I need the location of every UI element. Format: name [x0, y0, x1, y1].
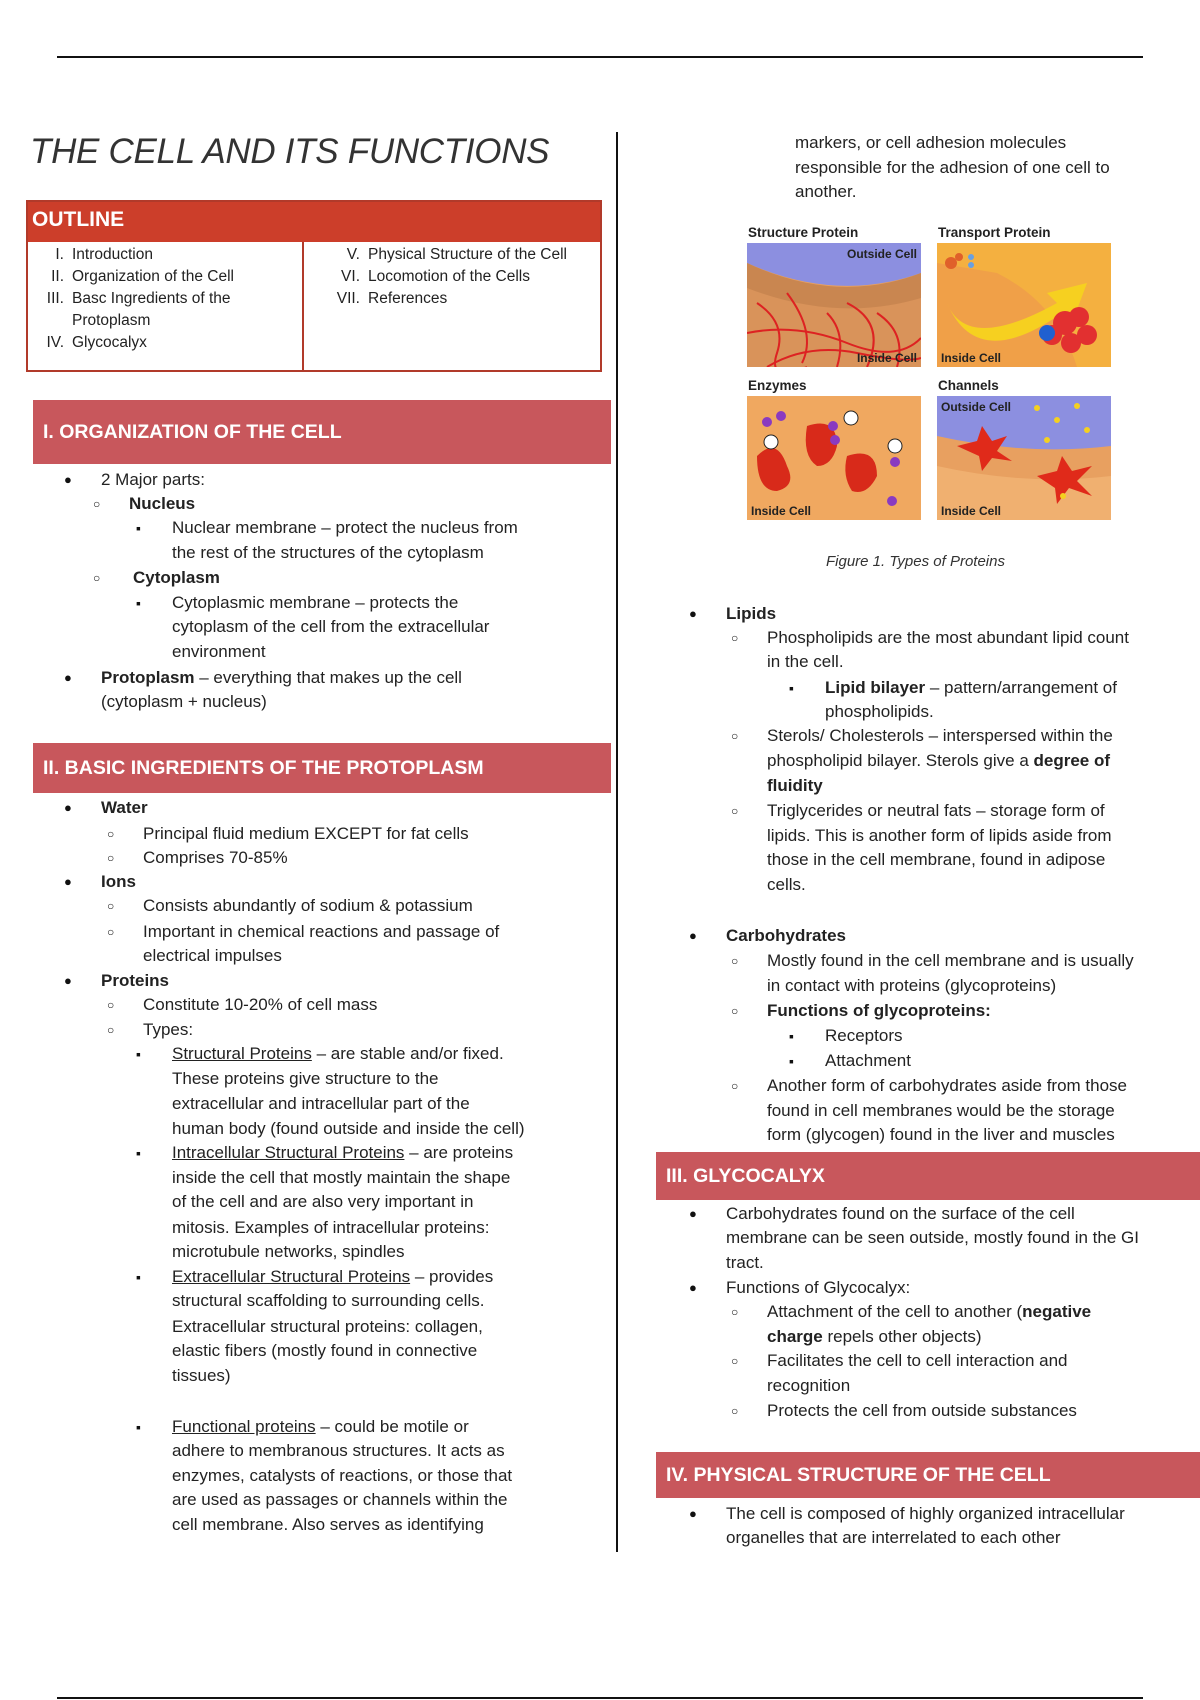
text-line: tract.: [726, 1253, 764, 1272]
text-line: are used as passages or channels within the: [172, 1490, 508, 1509]
text-line: Ions: [101, 872, 136, 891]
bullet: [136, 591, 141, 616]
text-line: extracellular and intracellular part of the: [172, 1094, 470, 1113]
text-line: (cytoplasm + nucleus): [101, 692, 267, 711]
text-line: elastic fibers (mostly found in connective: [172, 1341, 478, 1360]
enzymes-image: [747, 396, 921, 520]
text-line: Phospholipids are the most abundant lipid count: [767, 628, 1129, 647]
bullet: [689, 602, 697, 626]
text-line: Receptors: [825, 1026, 903, 1045]
bullet: [136, 1042, 141, 1067]
text-line: Facilitates the cell to cell interaction and: [767, 1351, 1068, 1370]
bullet: [64, 468, 72, 492]
text-line: fluidity: [767, 776, 823, 795]
figure-label-structure: Structure Protein: [748, 225, 859, 240]
bullet: [93, 566, 100, 590]
text-line: These proteins give structure to the: [172, 1069, 439, 1088]
text-line: Extracellular Structural Proteins – provides: [172, 1267, 494, 1286]
text-line: Intracellular Structural Proteins – are proteins: [172, 1143, 514, 1162]
text-line: Attachment of the cell to another (negative: [767, 1302, 1092, 1321]
text-line: markers, or cell adhesion molecules: [795, 133, 1067, 152]
text-line: Water: [101, 798, 148, 817]
bullet: [107, 894, 114, 918]
inside-cell-label: Inside Cell: [856, 351, 917, 365]
bullet: [789, 1049, 794, 1074]
enzymes-panel: [747, 396, 921, 520]
text-line: adhere to membranous structures. It acts as: [172, 1441, 505, 1460]
outline-left-column: [28, 242, 304, 370]
bullet: [107, 1018, 114, 1042]
bullet: [731, 1300, 738, 1324]
outline-item: IV. Glycocalyx: [46, 334, 147, 351]
text-line: Comprises 70-85%: [143, 848, 288, 867]
bullet: [689, 1276, 697, 1300]
bullet: [107, 822, 114, 846]
text-line: Functions of Glycocalyx:: [726, 1278, 911, 1297]
bullet: [731, 999, 738, 1023]
bullet: [64, 969, 72, 993]
text-line: Protoplasm – everything that makes up the cell: [101, 668, 462, 687]
outline-item: VII. References: [336, 290, 448, 307]
inside-cell-label: Inside Cell: [751, 504, 812, 518]
section-header-glycocalyx: III. GLYCOCALYX: [656, 1152, 1200, 1200]
bullet: [64, 870, 72, 894]
text-line: the rest of the structures of the cytoplasm: [172, 543, 484, 562]
outline-right-column: [304, 242, 567, 370]
text-line: Cytoplasmic membrane – protects the: [172, 593, 459, 612]
text-line: Carbohydrates: [726, 926, 846, 945]
bullet: [107, 993, 114, 1017]
text-line: cell membrane. Also serves as identifying: [172, 1515, 484, 1534]
bottom-rule: [57, 1697, 1143, 1699]
text-line: in contact with proteins (glycoproteins): [767, 976, 1057, 995]
bullet: [93, 492, 100, 516]
text-line: enzymes, catalysts of reactions, or those that: [172, 1466, 513, 1485]
transport-protein-panel: [937, 243, 1111, 367]
bullet: [136, 516, 141, 541]
text-line: in the cell.: [767, 652, 844, 671]
bullet: [107, 920, 114, 944]
page-title: THE CELL AND ITS FUNCTIONS: [30, 132, 550, 171]
text-line: those in the cell membrane, found in adipose: [767, 850, 1106, 869]
bullet: [689, 924, 697, 948]
text-line: environment: [172, 642, 266, 661]
bullet: [731, 724, 738, 748]
text-line: Functions of glycoproteins:: [767, 1001, 991, 1020]
text-line: Functional proteins – could be motile or: [172, 1417, 469, 1436]
text-line: responsible for the adhesion of one cell to: [795, 158, 1110, 177]
section-header-physical-structure: IV. PHYSICAL STRUCTURE OF THE CELL: [656, 1452, 1200, 1498]
text-line: Another form of carbohydrates aside from those: [767, 1076, 1128, 1095]
bullet: [731, 1349, 738, 1373]
outline-item: I. Introduction: [55, 246, 153, 263]
text-line: Cytoplasm: [133, 568, 220, 587]
text-line: Proteins: [101, 971, 170, 990]
text-line: Lipids: [726, 604, 777, 623]
text-line: Principal fluid medium EXCEPT for fat cells: [143, 824, 469, 843]
text-line: lipids. This is another form of lipids aside from: [767, 826, 1112, 845]
text-line: recognition: [767, 1376, 851, 1395]
bullet: [689, 1502, 697, 1526]
outline-box: [26, 200, 602, 372]
text-line: Nuclear membrane – protect the nucleus from: [172, 518, 518, 537]
channels-image: [937, 396, 1111, 520]
text-line: The cell is composed of highly organized intracellular: [726, 1504, 1125, 1523]
text-line: Consists abundantly of sodium & potassium: [143, 896, 473, 915]
column-divider: [616, 132, 618, 1552]
text-line: structural scaffolding to surrounding cells.: [172, 1291, 485, 1310]
bullet: [64, 796, 72, 820]
bullet: [731, 799, 738, 823]
text-line: microtubule networks, spindles: [172, 1242, 405, 1261]
text-line: Nucleus: [129, 494, 196, 513]
section-header-ingredients: II. BASIC INGREDIENTS OF THE PROTOPLASM: [33, 743, 611, 793]
text-line: tissues): [172, 1366, 231, 1385]
outline-item: V. Physical Structure of the Cell: [346, 246, 568, 263]
text-line: Extracellular structural proteins: collagen,: [172, 1317, 483, 1336]
text-line: Sterols/ Cholesterols – interspersed within the: [767, 726, 1113, 745]
bullet: [689, 1202, 697, 1226]
text-line: found in cell membranes would be the storage: [767, 1101, 1115, 1120]
bullet: [107, 846, 114, 870]
text-line: phospholipids.: [825, 702, 934, 721]
bullet: [731, 1399, 738, 1423]
text-line: charge repels other objects): [767, 1327, 982, 1346]
text-line: Triglycerides or neutral fats – storage form of: [767, 801, 1105, 820]
text-line: Carbohydrates found on the surface of the cell: [726, 1204, 1075, 1223]
inside-cell-label: Inside Cell: [941, 504, 1002, 518]
outline-item: Protoplasm: [72, 312, 151, 329]
text-line: Important in chemical reactions and passage of: [143, 922, 500, 941]
figure-caption: Figure 1. Types of Proteins: [826, 553, 1005, 570]
text-line: organelles that are interrelated to each other: [726, 1528, 1061, 1547]
text-line: electrical impulses: [143, 946, 282, 965]
structure-protein-image: [747, 243, 921, 367]
bullet: [789, 1024, 794, 1049]
figure-label-channels: Channels: [938, 378, 999, 393]
text-line: Mostly found in the cell membrane and is usually: [767, 951, 1134, 970]
outside-cell-label: Outside Cell: [846, 247, 917, 261]
outline-item: II. Organization of the Cell: [51, 268, 234, 285]
figure-label-enzymes: Enzymes: [748, 378, 807, 393]
bullet: [136, 1141, 141, 1166]
text-line: Structural Proteins – are stable and/or fixed.: [172, 1044, 504, 1063]
outline-item: VI. Locomotion of the Cells: [341, 268, 530, 285]
outside-cell-label: Outside Cell: [941, 400, 1012, 414]
structure-protein-panel: [747, 243, 921, 367]
transport-protein-image: [937, 243, 1111, 367]
channels-panel: [937, 396, 1111, 520]
text-line: Protects the cell from outside substances: [767, 1401, 1077, 1420]
inside-cell-label: Inside Cell: [941, 351, 1002, 365]
text-line: Constitute 10-20% of cell mass: [143, 995, 378, 1014]
text-line: cytoplasm of the cell from the extracellular: [172, 617, 490, 636]
bullet: [64, 666, 72, 690]
bullet: [731, 626, 738, 650]
text-line: Lipid bilayer – pattern/arrangement of: [825, 678, 1117, 697]
text-line: another.: [795, 182, 857, 201]
top-rule: [57, 56, 1143, 58]
bullet: [136, 1415, 141, 1440]
text-line: Attachment: [825, 1051, 911, 1070]
figure-label-transport: Transport Protein: [938, 225, 1051, 240]
bullet: [789, 676, 794, 701]
outline-item: III. Basc Ingredients of the: [46, 290, 231, 307]
text-line: human body (found outside and inside the cell): [172, 1119, 525, 1138]
text-line: membrane can be seen outside, mostly found in the GI: [726, 1228, 1139, 1247]
text-line: mitosis. Examples of intracellular proteins:: [172, 1218, 490, 1237]
text-line: of the cell and are also very important in: [172, 1192, 474, 1211]
bullet: [731, 949, 738, 973]
text-line: phospholipid bilayer. Sterols give a degree of: [767, 751, 1111, 770]
bullet: [136, 1265, 141, 1290]
bullet: [731, 1074, 738, 1098]
text-line: cells.: [767, 875, 806, 894]
outline-header: OUTLINE: [28, 202, 600, 242]
section-header-organization: I. ORGANIZATION OF THE CELL: [33, 400, 611, 464]
text-line: 2 Major parts:: [101, 470, 205, 489]
text-line: form (glycogen) found in the liver and muscles: [767, 1125, 1115, 1144]
text-line: Types:: [143, 1020, 194, 1039]
text-line: inside the cell that mostly maintain the shape: [172, 1168, 511, 1187]
